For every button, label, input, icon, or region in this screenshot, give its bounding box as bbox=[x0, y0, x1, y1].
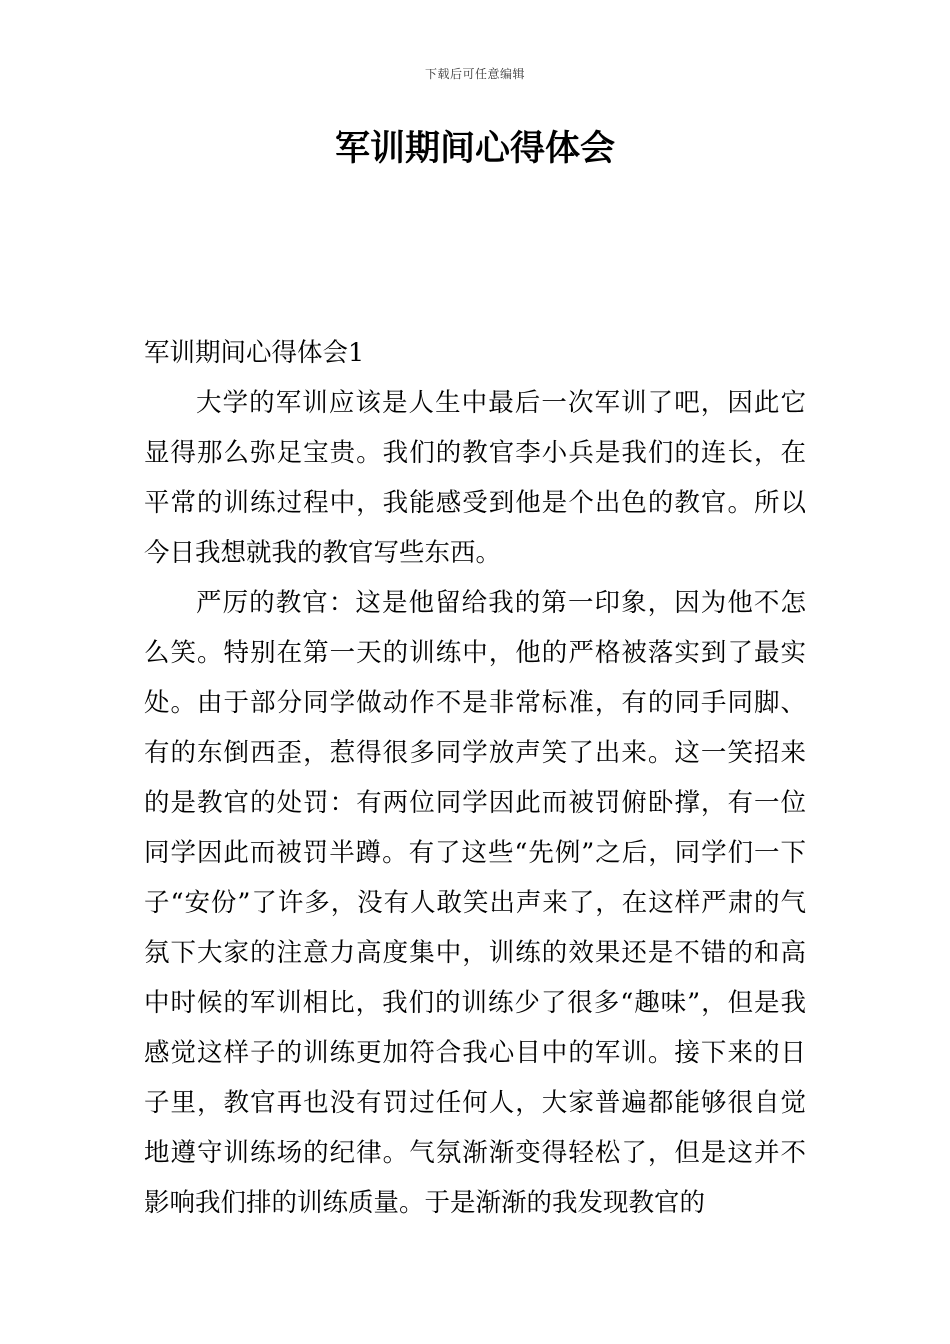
section-heading: 军训期间心得体会1 bbox=[144, 338, 365, 368]
document-body bbox=[144, 328, 806, 1228]
header-note: 下载后可任意编辑 bbox=[424, 67, 525, 81]
paragraph-1: 大学的军训应该是人生中最后一次军训了吧，因此它显得那么弥足宝贵。我们的教官李小兵是我们的连长，在平常的训练过程中，我能感受到他是个出色的教官。所以今日我想就我的教官写些东西。 bbox=[144, 388, 806, 568]
paragraph-2: 严厉的教官：这是他留给我的第一印象，因为他不怎么笑。特别在第一天的训练中，他的严格被落实到了最实处。由于部分同学做动作不是非常标准，有的同手同脚、有的东倒西歪，惹得很多同学放声笑了出来。这一笑招来的是教官的处罚：有两位同学因此而被罚俯卧撑，有一位同学因此而被罚半蹲。有了这些“先例”之后，同学们一下子“安份”了许多，没有人敢笑出声来了，在这样严肃的气氛下大家的注意力高度集中，训练的效果还是不错的和高中时候的军训相比，我们的训练少了很多“趣味”，但是我感觉这样子的训练更加符合我心目中的军训。接下来的日子里，教官再也没有罚过任何人，大家普遍都能够很自觉地遵守训练场的纪律。气氛渐渐变得轻松了，但是这并不影响我们排的训练质量。于是渐渐的我发现教官的 bbox=[144, 588, 806, 1218]
document-title: 军训期间心得体会 bbox=[334, 129, 615, 169]
